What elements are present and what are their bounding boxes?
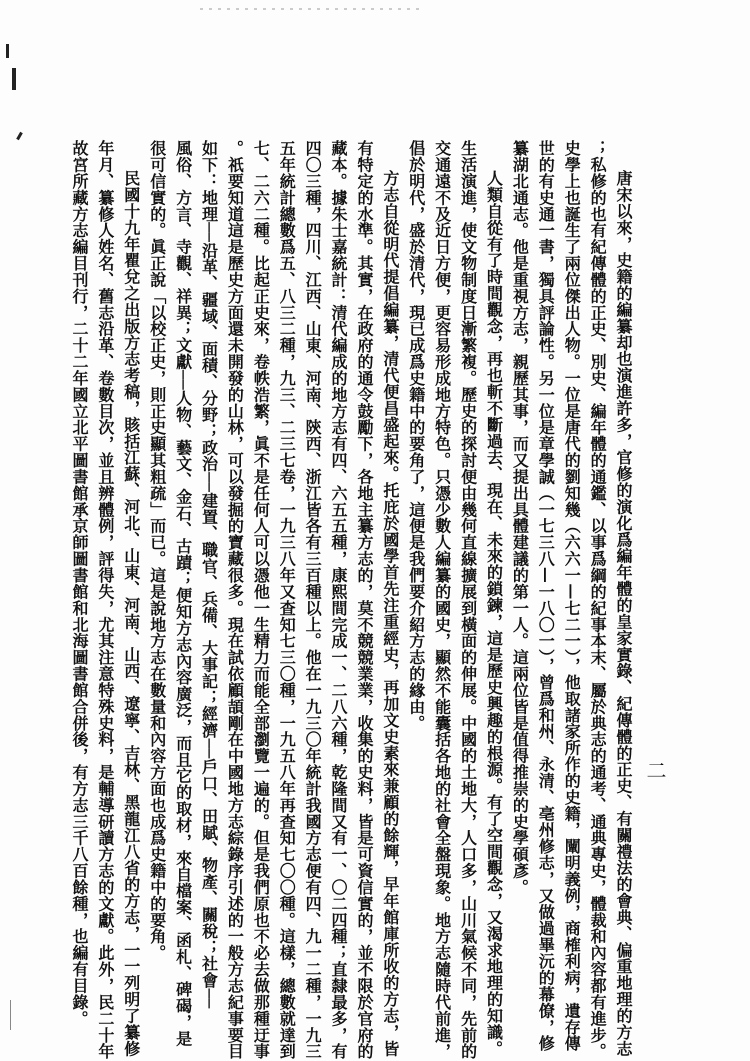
text-column: 纂湖北通志。他是重視方志，親歷其事，而又提出具體建議的第一人。這兩位皆是值得推崇的史學碩彥。 bbox=[510, 140, 530, 896]
text-column: 世的有史通一書，獨具評論性。另一位是章學誠（一七三八—一八〇一），曾爲和州、永清、亳州修志，又做過畢沅的幕僚，修 bbox=[536, 140, 556, 1052]
text-column: 年月、纂修人姓名、舊志沿革、卷數目次，並且辨體例，評得失，尤其注意特殊史料，是輔導研讀方志的文獻。此外，民二十年 bbox=[95, 140, 115, 1060]
text-column: ；私修的也有紀傳體的正史、別史、編年體的通鑑、以事爲綱的紀事本末、屬於典志的通考、通典專史，體裁和內容都有進步。 bbox=[588, 140, 608, 1060]
scan-mark bbox=[16, 132, 23, 140]
text-column: 交通遠不及近日方便，更容易形成地方特色。只憑少數人編纂的國史，顯然不能囊括各地的社會全盤現象。地方志隨時代前進， bbox=[432, 140, 452, 1060]
text-column: 唐宋以來，史籍的編纂却也演進許多，官修的演化爲編年體的皇家實錄、紀傳體的正史、有關禮法的會典、偏重地理的方志 bbox=[614, 170, 633, 1057]
text-column: 四〇三種，四川、江西、山東、河南、陝西、浙江皆各有三百種以上。他在一九三〇年統計我國方志便有四、九一二種，一九三 bbox=[303, 140, 323, 1060]
scan-mark bbox=[6, 44, 9, 58]
text-column: 七、二六二種。比起正史來，卷帙浩繁，眞不是任何人可以憑他一生精力而能全部瀏覽一遍的。但是我們原也不必去做那種迂事 bbox=[251, 140, 271, 1060]
text-column: 很可信實的。眞正說「以校正史，則正史顯其粗疏」而已。這是說地方志在數量和內容方面也成爲史籍中的要角。 bbox=[147, 140, 167, 961]
text-column: 藏本。據朱士嘉統計：清代編成的地方志有四、六五五種，康熙間完成一、二八六種，乾隆間又有一、〇二四種；直隸最多，有 bbox=[329, 140, 349, 1060]
text-column: 故宮所藏方志編目刊行，二十二年國立北平圖書館承京師圖書館和北海圖書館合併後，有方志三千八百餘種，也編有目錄。 bbox=[69, 140, 89, 1027]
scan-mark bbox=[10, 1000, 11, 1030]
text-column: 生活演進，使文物制度日漸繁複。歷史的探討便由幾何直線擴展到橫面的伸展。中國的土地大，人口多，山川氣候不同，先前的 bbox=[458, 140, 478, 1060]
page-number: 二 bbox=[643, 760, 667, 780]
text-column: 民國十九年瞿兌之出版方志考稿，賅括江蘇、河北、山東、河南、山西、遼寧、吉林、黑龍江八省的方志，一一列明了纂修 bbox=[121, 170, 141, 1057]
text-column: 有特定的水準。其實，在政府的通令鼓勵下，各地主纂方志的，莫不競競業業，收集的史料，皆是可資信實的，並不限於官府的 bbox=[354, 140, 374, 1060]
text-column: 如下：地理──沿革、疆域、面積、分野；政治──建置、職官、兵備、大事記；經濟──戶口、田賦、物產、關稅；社會── bbox=[199, 140, 219, 1009]
scan-noise bbox=[200, 8, 420, 10]
text-column: 五年統計總數爲五、八三二種，九三、二三七卷，一九三八年又查知七三〇種，一九五八年再查知七〇〇種。這樣，總數就達到 bbox=[277, 140, 297, 1060]
scan-mark bbox=[12, 68, 16, 90]
text-column: 風俗、方言、寺觀、祥異；文獻──人物、藝文、金石、古蹟；便知方志內容廣泛，而且它的取材，來自檔案、函札、碑碣，是 bbox=[173, 140, 193, 1047]
text-column: 倡於明代，盛於清代，現已成爲史籍中的要角了，這便是我們要介紹方志的緣由。 bbox=[406, 140, 426, 732]
text-column: 人類自從有了時間觀念，再也斬不斷過去、現在、未來的鎖鍊，這是歷史興趣的根源。有了空間觀念，又渴求地理的知識。 bbox=[484, 170, 504, 1057]
text-column: 。祇要知道這是歷史方面還未開發的山林，可以發掘的寶藏很多。現在試依顧頡剛在中國地方志綜錄序引述的一般方志紀事要目 bbox=[225, 140, 245, 1060]
text-column: 方志自從明代提倡編纂，清代便昌盛起來。托庇於國學首先注重經史，再加文史素來兼顧的餘輝，早年館庫所收的方志，皆 bbox=[380, 170, 400, 1057]
text-column: 史學上也誕生了兩位傑出人物。一位是唐代的劉知幾（六六一—七二一），他取諸家所作的史籍，闡明義例，商榷利病，遺存傳 bbox=[562, 140, 582, 1052]
body-text bbox=[66, 140, 636, 1060]
